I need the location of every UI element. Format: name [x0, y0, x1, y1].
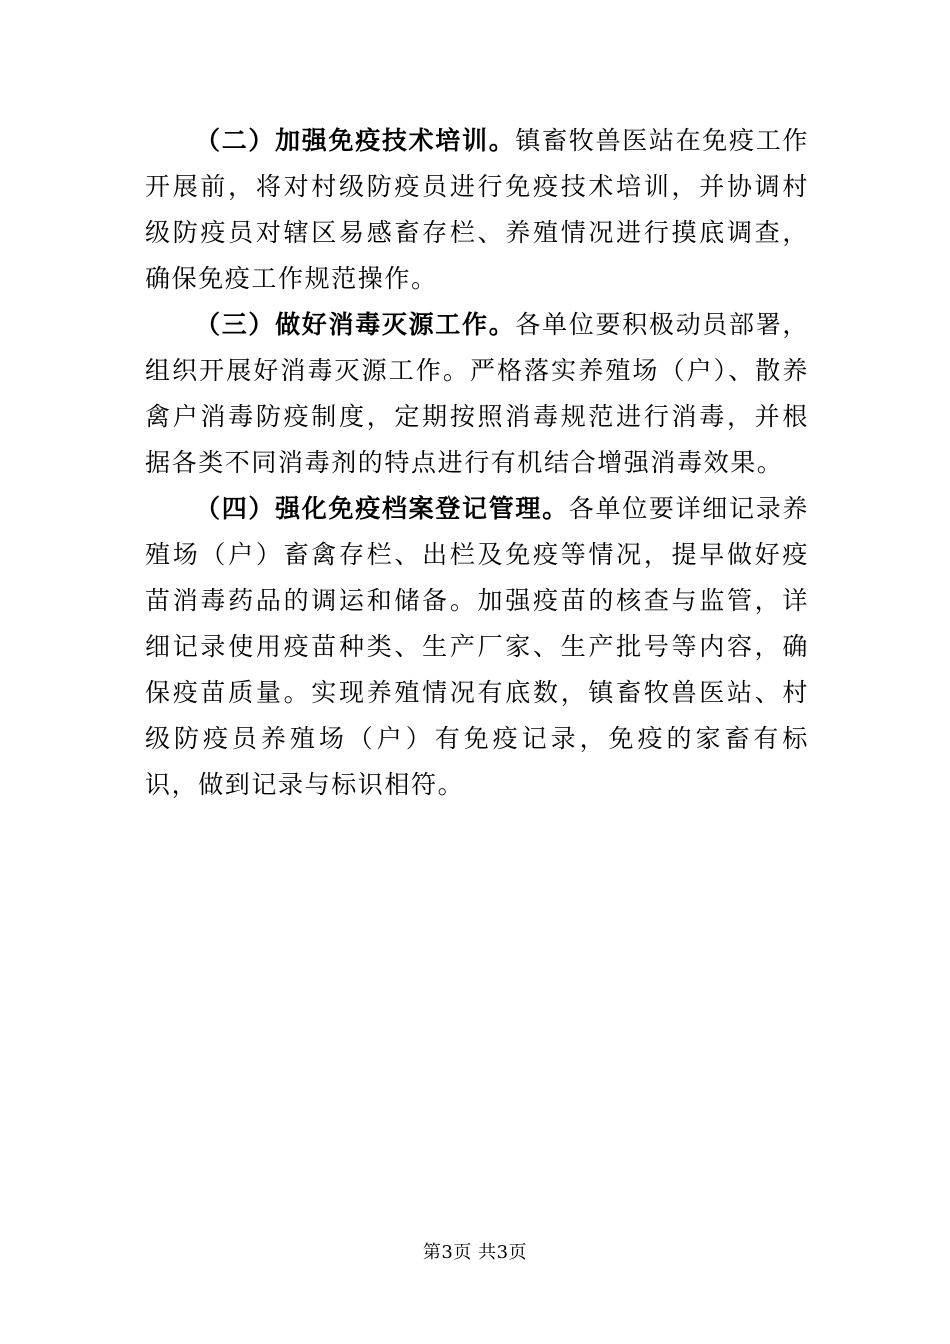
paragraph-text: 各单位要详细记录养殖场（户）畜禽存栏、出栏及免疫等情况，提早做好疫苗消毒药品的调运和储备。加强疫苗的核查与监管，详细记录使用疫苗种类、生产厂家、生产批号等内容，确保疫苗质量。实现养殖情况有底数，镇畜牧兽医站、村级防疫员养殖场（户）有免疫记录，免疫的家畜有标识，做到记录与标识相符。: [145, 494, 809, 799]
page-footer: 第3页 共3页: [422, 1242, 528, 1263]
paragraph-4: [145, 486, 809, 808]
paragraph-heading: （三）做好消毒灭源工作。: [195, 310, 516, 339]
paragraph-2: [145, 118, 809, 302]
paragraph-text: 各单位要积极动员部署，组织开展好消毒灭源工作。严格落实养殖场（户）、散养禽户消毒防疫制度，定期按照消毒规范进行消毒，并根据各类不同消毒剂的特点进行有机结合增强消毒效果。: [145, 310, 810, 477]
paragraph-heading: （二）加强免疫技术培训。: [195, 126, 516, 155]
paragraph-3: [145, 302, 809, 486]
paragraph-heading: （四）强化免疫档案登记管理。: [195, 494, 569, 523]
document-body: [145, 118, 809, 808]
paragraph-text: 镇畜牧兽医站在免疫工作开展前，将对村级防疫员进行免疫技术培训，并协调村级防疫员对辖区易感畜存栏、养殖情况进行摸底调查，确保免疫工作规范操作。: [145, 126, 810, 293]
